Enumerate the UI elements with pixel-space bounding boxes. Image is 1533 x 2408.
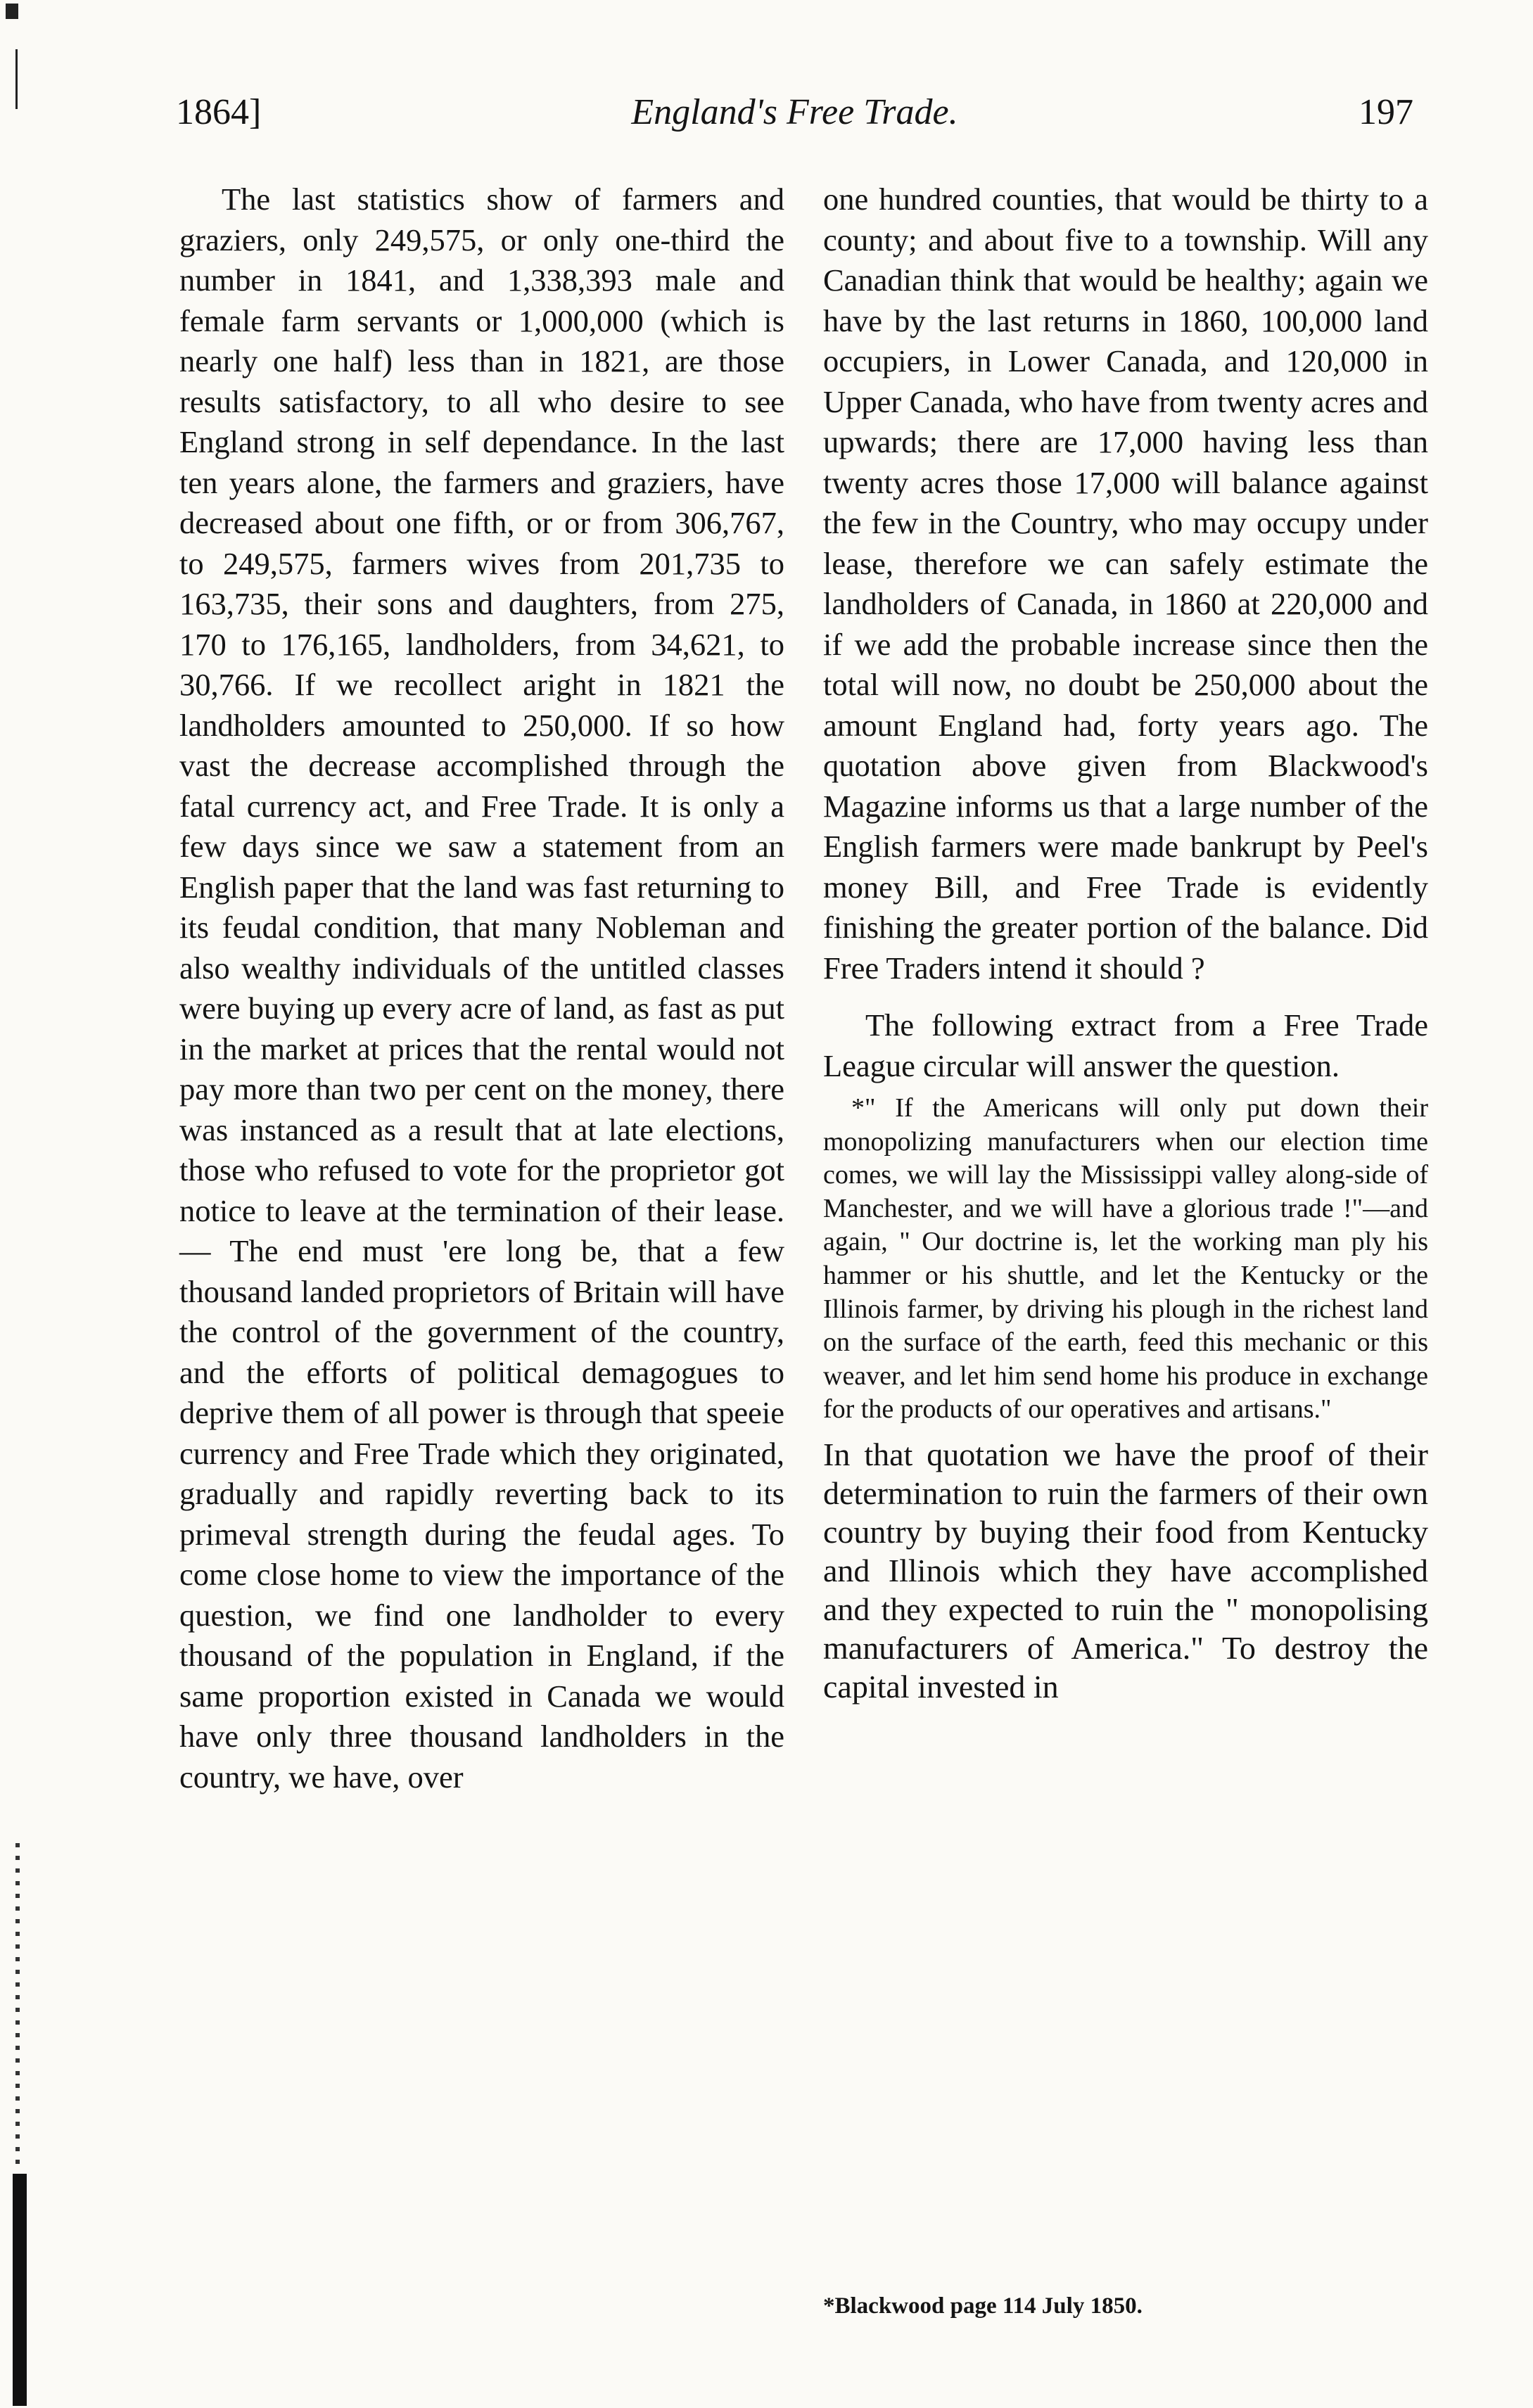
margin-blot <box>6 4 18 19</box>
left-column <box>179 179 784 1797</box>
body-paragraph: The following extract from a Free Trade League circular will answer the question. <box>823 1007 1428 1083</box>
page-number: 197 <box>1359 92 1413 132</box>
body-paragraph: In that quotation we have the proof of their determination to ruin the farmers of their own country by buying their food from Kentucky and Illinois which they have accomplished and they expected to ruin the " monopolising manufacturers of America." To destroy the capital invested in <box>823 1436 1428 1705</box>
margin-blot <box>13 2174 27 2406</box>
header-year: 1864] <box>176 92 262 132</box>
margin-blot <box>15 1843 20 2167</box>
body-paragraph: The last statistics show of farmers and graziers, only 249,575, or only one-third the number in 1841, and 1,338,393 male and female farm servants or 1,000,000 (which is nearly one half) less than in 1821, are those results satisfactory, to all who desire to see England strong in self dependance. In the last ten years alone, the farmers and graziers, have decreased about one fifth, or or from 306,767, to 249,575, farmers wives from 201,735 to 163,735, their sons and daughters, from 275, 170 to 176,165, landholders, from 34,621, to 30,766. If we recollect aright in 1821 the landholders amounted to 250,000. If so how vast the decrease accomplished through the fatal currency act, and Free Trade. It is only a few days since we saw a statement from an English paper that the land was fast returning to its feudal condition, that many Nobleman and also wealthy individuals of the untitled classes were buying up every acre of land, as fast as put in the market at prices that the rental would not pay more than two per cent on the money, there was instanced as a result that at late elections, those who refused to vote for the proprietor got notice to leave at the termination of their lease.— The end must 'ere long be, that a few thousand landed proprietors of Britain will have the control of the government of the country, and the efforts of political demagogues to deprive them of all power is through that speeie currency and Free Trade which they originated, gradually and rapidly reverting back to its primeval strength during the feudal ages. To come close home to view the importance of the question, we find one landholder to every thousand of the population in England, if the same proportion existed in Canada we would have only three thousand landholders in the country, we have, over <box>179 181 784 1795</box>
right-column <box>823 179 1428 1706</box>
block-quote: *" If the Americans will only put down their monopolizing manufacturers when our election time comes, we will lay the Mississippi valley along-side of Manchester, and we will have a glorious trade !"—and again, " Our doctrine is, let the working man ply his hammer or his shuttle, and let the Kentucky or the Illinois farmer, by driving his plough in the richest land on the surface of the earth, feed this mechanic or this weaver, and let him send home his produce in exchange for the products of our operatives and artisans." <box>823 1093 1428 1425</box>
body-paragraph: one hundred counties, that would be thirty to a county; and about five to a township. Will any Canadian think that would be healthy; again we have by the last returns in 1860, 100,000 land occupiers, in Lower Canada, and 120,000 in Upper Canada, who have from twenty acres and upwards; there are 17,000 having less than twenty acres those 17,000 will balance against the few in the Country, who may occupy under lease, therefore we can safely estimate the landholders of Canada, in 1860 at 220,000 and if we add the probable increase since then the total will now, no doubt be 250,000 about the amount England had, forty years ago. The quotation above given from Blackwood's Magazine informs us that a large number of the English farmers were made bankrupt by Peel's money Bill, and Free Trade is evidently finishing the greater portion of the balance. Did Free Traders intend it should ? <box>823 181 1428 986</box>
margin-blot <box>15 49 18 109</box>
running-header <box>176 91 1413 141</box>
footnote: *Blackwood page 114 July 1850. <box>823 2293 1143 2319</box>
header-title: England's Free Trade. <box>631 92 958 132</box>
